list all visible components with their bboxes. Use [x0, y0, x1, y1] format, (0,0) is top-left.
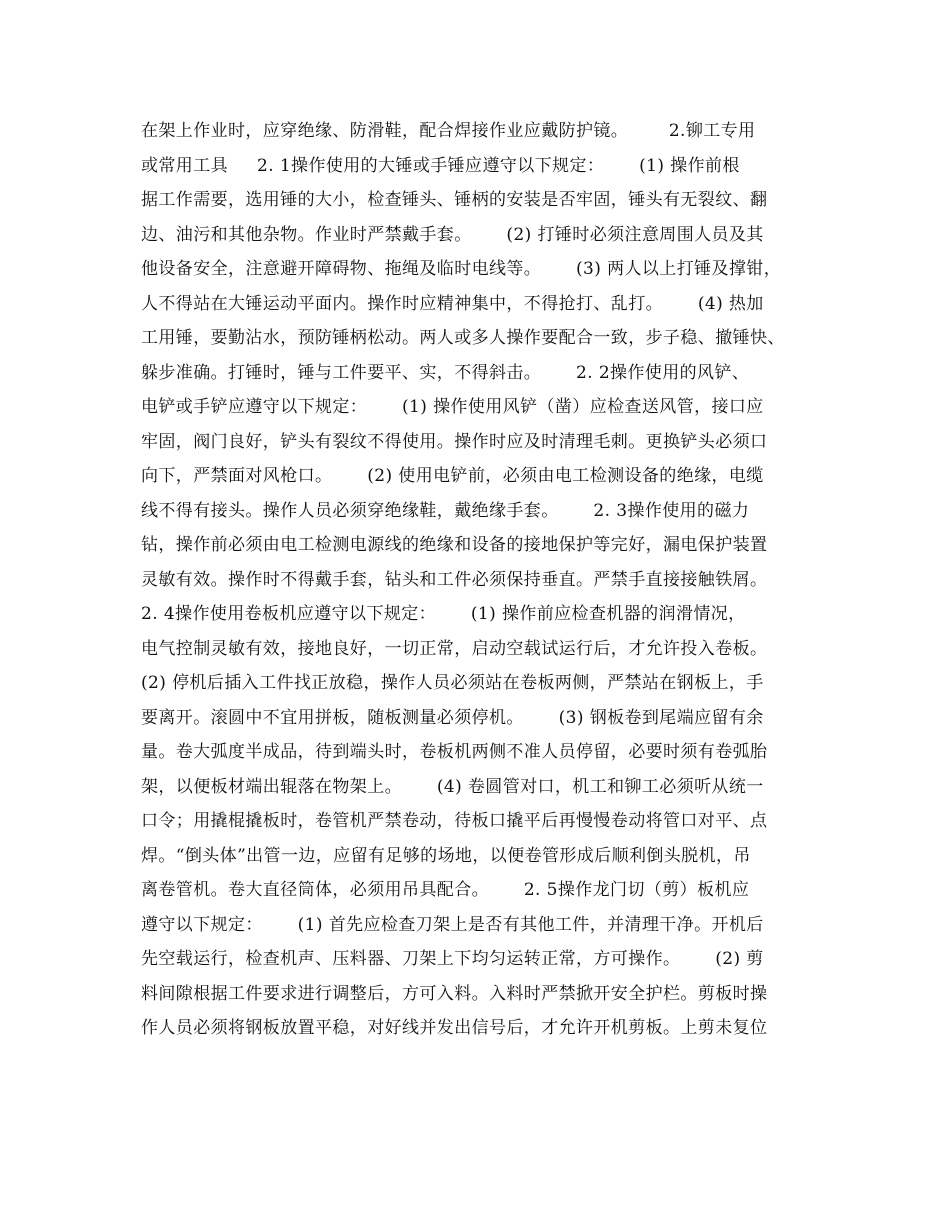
text-line: 向下，严禁面对风枪口。 (2) 使用电铲前，必须由电工检测设备的绝缘，电缆 [141, 466, 764, 486]
text-line: 据工作需要，选用锤的大小，检查锤头、锤柄的安装是否牢固，锤头有无裂纹、翻 [141, 190, 768, 210]
text-line: (2) 停机后插入工件找正放稳，操作人员必须站在卷板两侧，严禁站在钢板上，手 [141, 673, 764, 693]
text-line: 边、油污和其他杂物。作业时严禁戴手套。 (2) 打锤时必须注意周围人员及其 [141, 224, 764, 245]
text-line: 工用锤，要勤沾水，预防锤柄松动。两人或多人操作要配合一致，步子稳、撤锤快、 [141, 328, 785, 348]
text-line: 人不得站在大锤运动平面内。操作时应精神集中，不得抢打、乱打。 (4) 热加 [141, 293, 764, 314]
text-line: 电铲或手铲应遵守以下规定： (1) 操作使用风铲（凿）应检查送风管，接口应 [141, 397, 764, 417]
text-line: 线不得有接头。操作人员必须穿绝缘鞋，戴绝缘手套。 2. 3操作使用的磁力 [141, 500, 750, 521]
text-line: 量。卷大弧度半成品，待到端头时，卷板机两侧不准人员停留，必要时须有卷弧胎 [141, 742, 768, 762]
text-line: 他设备安全，注意避开障碍物、拖绳及临时电线等。 (3) 两人以上打锤及撑钳， [141, 259, 782, 279]
text-line: 离卷管机。卷大直径筒体，必须用吊具配合。 2. 5操作龙门切（剪）板机应 [141, 880, 750, 900]
text-line: 或常用工具 2. 1操作使用的大锤或手锤应遵守以下规定： (1) 操作前根 [141, 155, 740, 176]
text-line: 料间隙根据工件要求进行调整后，方可入料。入料时严禁掀开安全护栏。剪板时操 [141, 983, 768, 1004]
text-line: 口令；用撬棍撬板时，卷管机严禁卷动，待板口撬平后再慢慢卷动将管口对平、点 [141, 811, 768, 831]
text-line: 2. 4操作使用卷板机应遵守以下规定： (1) 操作前应检查机器的润滑情况， [141, 604, 746, 624]
text-line: 电气控制灵敏有效，接地良好，一切正常，启动空载试运行后，才允许投入卷板。 [141, 638, 768, 659]
body-text [141, 114, 821, 1046]
text-line: 架，以便板材端出辊落在物架上。 (4) 卷圆管对口，机工和铆工必须听从统一 [141, 776, 764, 797]
text-line: 钻，操作前必须由电工检测电源线的绝缘和设备的接地保护等完好，漏电保护装置 [141, 535, 768, 555]
text-line: 先空载运行，检查机声、压料器、刀架上下均匀运转正常，方可操作。 (2) 剪 [141, 949, 764, 969]
text-line: 灵敏有效。操作时不得戴手套，钻头和工件必须保持垂直。严禁手直接接触铁屑。 [141, 569, 768, 590]
text-line: 在架上作业时，应穿绝缘、防滑鞋，配合焊接作业应戴防护镜。 2.铆工专用 [141, 121, 756, 141]
text-line: 焊。“倒头体”出管一边，应留有足够的场地，以便卷管形成后顺利倒头脱机，吊 [141, 845, 751, 866]
text-line: 牢固，阀门良好，铲头有裂纹不得使用。操作时应及时清理毛刺。更换铲头必须口 [141, 431, 768, 452]
text-line: 要离开。滚圆中不宜用拼板，随板测量必须停机。 (3) 钢板卷到尾端应留有余 [141, 707, 764, 728]
text-line: 躲步准确。打锤时，锤与工件要平、实，不得斜击。 2. 2操作使用的风铲、 [141, 362, 750, 383]
text-line: 作人员必须将钢板放置平稳，对好线并发出信号后，才允许开机剪板。上剪未复位 [141, 1018, 768, 1038]
text-line: 遵守以下规定： (1) 首先应检查刀架上是否有其他工件，并清理干净。开机后 [141, 914, 764, 935]
